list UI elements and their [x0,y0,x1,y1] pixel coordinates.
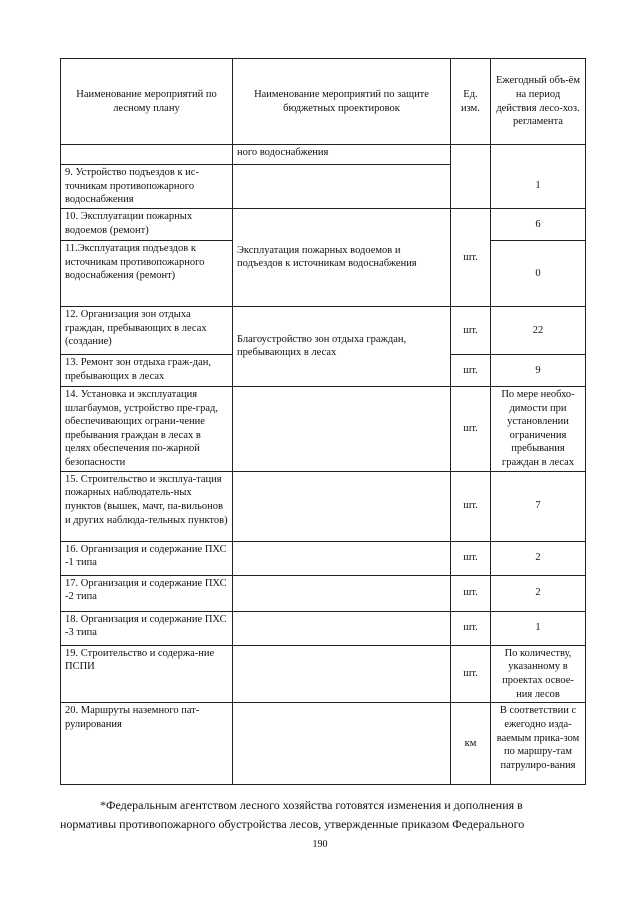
cell-unit: шт. [451,575,491,611]
table-row [61,575,586,611]
cell-forest-measure: 15. Строительство и эксплуа-тация пожарных наблюдатель-ных пунктов (вышек, мачт, па-вильонов и других наблюда-тельных пунктов) [61,471,233,541]
page-number: 190 [312,839,328,850]
cell-annual-volume: 1 [491,611,586,645]
table-row [61,165,586,209]
table-row [61,145,586,165]
table-row [61,306,586,354]
cell-unit: шт. [451,386,491,471]
cell-annual-volume: 22 [491,306,586,354]
cell-empty [233,386,451,471]
cell-unit: шт. [451,611,491,645]
cell-unit: км [451,703,491,785]
cell-empty [233,703,451,785]
cell-forest-measure: 14. Установка и эксплуатация шлагбаумов, устройство пре-град, обеспечивающих ограни-чение пребывания граждан в лесах в целях обеспечения по-жарной безопасности [61,386,233,471]
cell-forest-measure: 9. Устройство подъездов к ис-точникам противопожарного водоснабжения [61,165,233,209]
cell-measure-text: ного водоснабжения [233,145,451,165]
cell-empty [233,165,451,209]
cell-annual-volume: 2 [491,541,586,575]
cell-forest-measure: 18. Организация и содержание ПХС -3 типа [61,611,233,645]
cell-annual-volume: В соответствии с ежегодно изда-ваемым прика-зом по маршру-там патрулиро-вания [491,703,586,785]
cell-unit: шт. [451,541,491,575]
cell-empty [233,541,451,575]
footnote [60,796,585,833]
cell-annual-volume: По количеству, указанному в проектах освое-ния лесов [491,645,586,703]
header-budget-protection-measures: Наименование мероприятий по защите бюджетных проектировок [233,59,451,145]
fire-safety-measures-table [60,58,586,785]
cell-forest-measure: 13. Ремонт зон отдыха граж-дан, пребывающих в лесах [61,354,233,386]
table-row [61,386,586,471]
table-row [61,471,586,541]
table-row [61,208,586,240]
cell-annual-volume: По мере необхо-димости при установлении ограничения пребывания граждан в лесах [491,386,586,471]
cell-forest-measure: 17. Организация и содержание ПХС -2 типа [61,575,233,611]
header-annual-volume: Ежегодный объ-ём на период действия лесо-хоз. регламента [491,59,586,145]
cell-annual-volume: 2 [491,575,586,611]
cell-unit: шт. [451,208,491,306]
table-header-row [61,59,586,145]
footnote-line-1: *Федеральным агентством лесного хозяйства готовятся изменения и дополнения в [100,798,523,812]
cell-empty [233,575,451,611]
footnote-line-2: нормативы противопожарного обустройства лесов, утвержденные приказом Федерального [60,816,525,831]
header-unit: Ед. изм. [451,59,491,145]
cell-annual-volume: 1 [491,165,586,209]
cell-forest-measure: 16. Организация и содержание ПХС -1 типа [61,541,233,575]
table-row [61,703,586,785]
cell-annual-volume: 7 [491,471,586,541]
cell-annual-volume: 6 [491,208,586,240]
table-row [61,611,586,645]
cell-unit [451,145,491,209]
cell-empty [233,611,451,645]
cell-measure-text: Благоустройство зон отдыха граждан, пребывающих в лесах [233,306,451,386]
header-forest-plan-measures: Наименование мероприятий по лесному плану [61,59,233,145]
cell-empty [491,145,586,165]
cell-measure-text: Эксплуатация пожарных водоемов и подъездов к источникам водоснабжения [233,208,451,306]
cell-empty [61,145,233,165]
cell-unit: шт. [451,471,491,541]
cell-unit: шт. [451,354,491,386]
table-row [61,645,586,703]
cell-annual-volume: 0 [491,240,586,306]
cell-empty [233,471,451,541]
cell-forest-measure: 11.Эксплуатация подъездов к источникам противопожарного водоснабжения (ремонт) [61,240,233,306]
cell-forest-measure: 20. Маршруты наземного пат-рулирования [61,703,233,785]
cell-forest-measure: 10. Эксплуатации пожарных водоемов (ремонт) [61,208,233,240]
cell-unit: шт. [451,306,491,354]
table-row [61,541,586,575]
cell-unit: шт. [451,645,491,703]
cell-empty [233,645,451,703]
cell-forest-measure: 12. Организация зон отдыха граждан, пребывающих в лесах (создание) [61,306,233,354]
cell-annual-volume: 9 [491,354,586,386]
cell-forest-measure: 19. Строительство и содержа-ние ПСПИ [61,645,233,703]
